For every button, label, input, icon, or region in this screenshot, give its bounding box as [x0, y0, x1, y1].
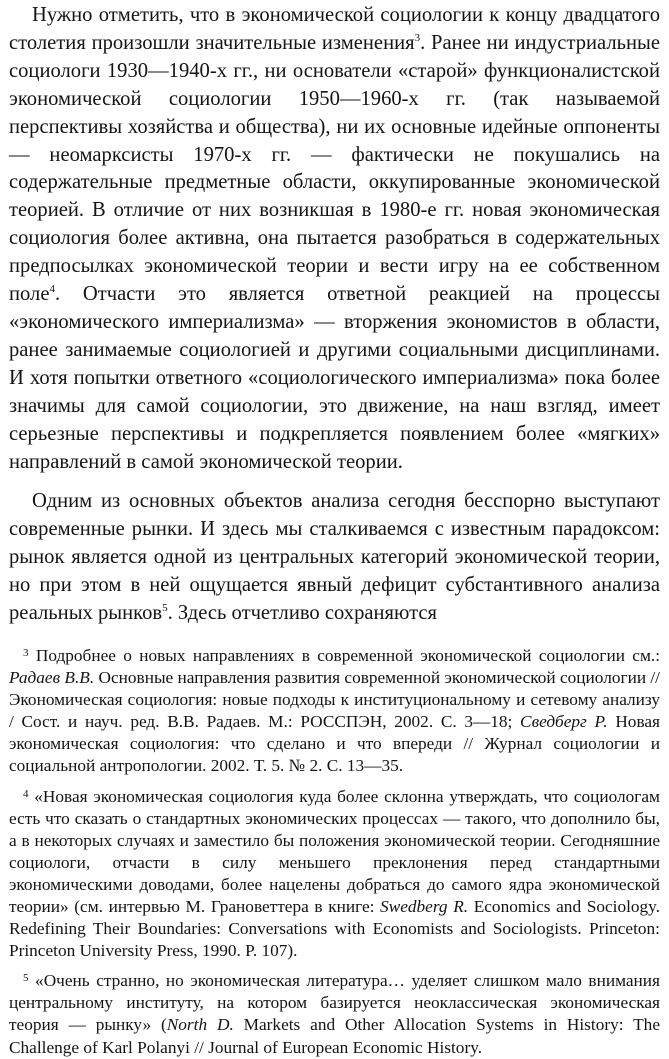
footnote-author: North D.: [166, 1015, 234, 1035]
footnote-text: Economics and Sociology. Redefining Their Boundaries: Conversations with Economists and Sociologists. Princeton: Princeton University Press, 1990. P. 107).: [9, 896, 660, 961]
paragraph-text: . Здесь отчетливо сохраняются: [167, 602, 438, 625]
footnote-4: [9, 786, 660, 963]
footnote-author: Радаев В.В.: [9, 668, 95, 688]
footnotes: [9, 645, 660, 1059]
paragraph-text: . Ранее ни индустриальные социологи 1930—1940-х гг., ни основатели «старой» функционалистской экономической социологии 1950—1960-х гг. (так называемой перспективы хозяйства и общества), ни их основные идейные оппоненты — неомарксисты 1970-х гг. — фактически не покушались на содержательные предметные области, оккупированные экономической теорией. В отличие от них возникшая в 1980-е гг. новая экономическая социология более активна, она пытается разобраться в содержательных предпосылках экономической теории и вести игру на ее собственном поле: [9, 31, 660, 306]
main-text: [9, 2, 660, 628]
footnote-5: [9, 970, 660, 1058]
footnote-mark: 4: [23, 787, 29, 800]
footnote-3: [9, 645, 660, 778]
footnote-author: Сведберг Р.: [520, 712, 608, 732]
footnote-mark: 3: [23, 646, 29, 659]
footnote-text: «Новая экономическая социология куда более склонна утверждать, что социологам есть что сказать о стандартных экономических процессах — такого, что дополнило бы, а в некоторых случаях и заместило бы положения экономической теории. Сегодняшние социологи, отчасти в силу меньшего преклонения перед стандартными экономическими доводами, более нацелены добраться до самого ядра экономической теории» (см. интервью М. Грановеттера в книге:: [9, 786, 660, 916]
paragraph-text: . Отчасти это является ответной реакцией на процессы «экономического империализма» — вторжения экономистов в области, ранее занимаемые социологией и другими социальными дисциплинами. И хотя попытки ответного «социологического империализма» пока более значимы для самой социологии, это движение, на наш взгляд, имеет серьезные перспективы и подкрепляется появлением более «мягких» направлений в самой экономической теории.: [9, 283, 660, 473]
footnote-text: Markets and Other Allocation Systems in History: The Challenge of Karl Polanyi // Journal of European Economic History.: [9, 1015, 660, 1057]
paragraph-1: [9, 2, 660, 476]
footnote-ref-4[interactable]: 4: [49, 283, 55, 296]
footnote-text: Основные направления развития современной экономической социологии // Экономическая социология: новые подходы к институциональному и сетевому анализу / Сост. и науч. ред. В.В. Радаев. М.: РОССПЭН, 2002. С. 3—18;: [9, 668, 660, 732]
footnote-text: «Очень странно, но экономическая литература… уделяет слишком мало внимания центральному институту, на котором базируется неоклассическая экономическая теория — рынку» (: [9, 971, 660, 1035]
paragraph-2: [9, 488, 660, 628]
footnote-ref-3[interactable]: 3: [414, 32, 421, 45]
footnote-ref-5[interactable]: 5: [162, 602, 168, 615]
footnote-mark: 5: [23, 972, 29, 985]
paragraph-text: Одним из основных объектов анализа сегодня бесспорно выступают современные рынки. И здесь мы сталкиваемся с известным парадоксом: рынок является одной из центральных категорий экономической теории, но при этом в ней ощущается явный дефицит субстантивного анализа реальных рынков: [9, 490, 660, 625]
paragraph-text: Нужно отметить, что в экономической социологии к концу двадцатого столетия произошли значительные изменения: [9, 4, 660, 54]
footnote-text: Подробнее о новых направлениях в современной экономической социологии см.:: [35, 645, 660, 665]
footnote-author: Swedberg R.: [380, 896, 469, 916]
footnote-text: Новая экономическая социология: что сделано и что впереди // Журнал социологии и социальной антропологии. 2002. Т. 5. № 2. С. 13—35.: [9, 712, 660, 776]
